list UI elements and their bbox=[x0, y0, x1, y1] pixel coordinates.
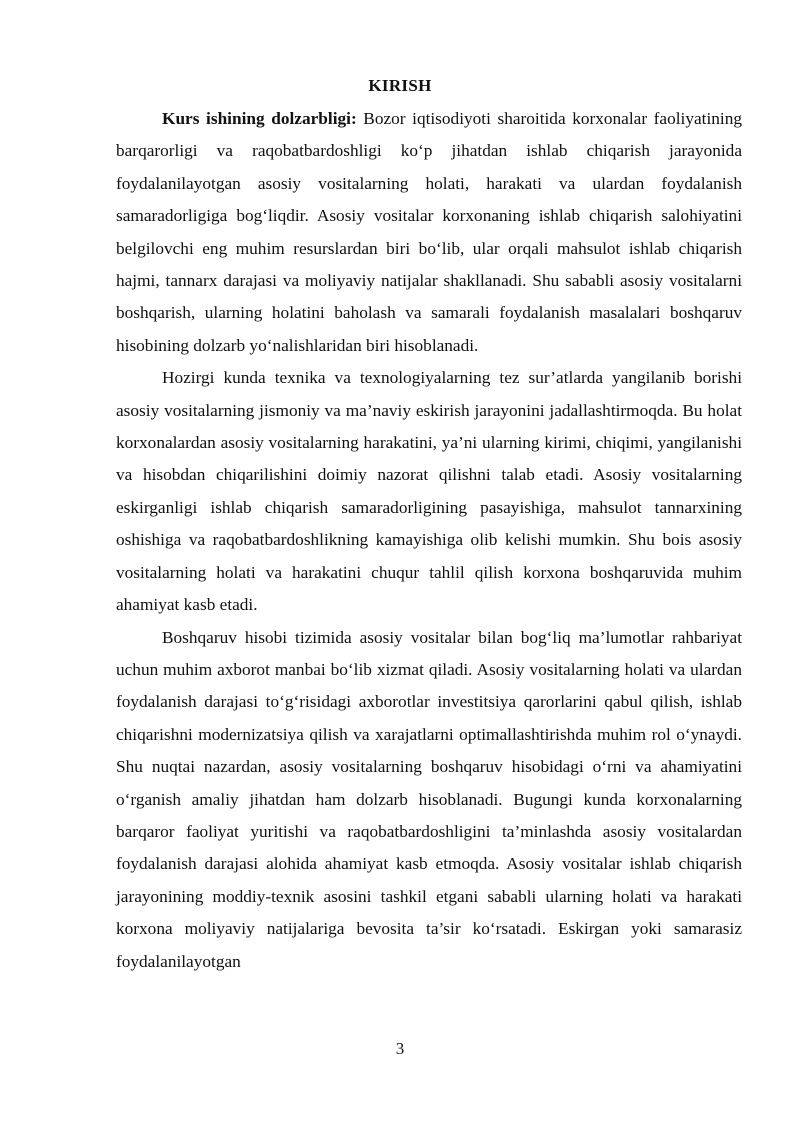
paragraph-2: Hozirgi kunda texnika va texnologiyalarning tez sur’atlarda yangilanib borishi asosiy vositalarning jismoniy va ma’naviy eskirish jarayonini jadallashtirmoqda. Bu holat korxonalardan asosiy vositalarning harakatini, ya’ni ularning kirimi, chiqimi, yangilanishi va hisobdan chiqarilishini doimiy nazorat qilishni talab etadi. Asosiy vositalarning eskirganligi ishlab chiqarish samaradorligining pasayishiga, mahsulot tannarxining oshishiga va raqobatbardoshlikning kamayishiga olib kelishi mumkin. Shu bois asosiy vositalarning holati va harakatini chuqur tahlil qilish korxona boshqaruvida muhim ahamiyat kasb etadi. bbox=[116, 368, 742, 615]
paragraph-1-text: Bozor iqtisodiyoti sharoitida korxonalar faoliyatining barqarorligi va raqobatbardoshligi ko‘p jihatdan ishlab chiqarish jarayonida foydalanilayotgan asosiy vositalarning holati, harakati va ulardan foydalanish samaradorligiga bog‘liqdir. Asosiy vositalar korxonaning ishlab chiqarish salohiyatini belgilovchi eng muhim resurslardan biri bo‘lib, ular orqali mahsulot ishlab chiqarish hajmi, tannarx darajasi va moliyaviy natijalar shakllanadi. Shu sababli asosiy vositalarni boshqarish, ularning holatini baholash va samarali foydalanish masalalari boshqaruv hisobining dolzarb yo‘nalishlaridan biri hisoblanadi. bbox=[116, 109, 742, 355]
paragraph-lead: Kurs ishining dolzarbligi: bbox=[162, 109, 357, 128]
paragraph-3: Boshqaruv hisobi tizimida asosiy vositalar bilan bog‘liq ma’lumotlar rahbariyat uchun muhim axborot manbai bo‘lib xizmat qiladi. Asosiy vositalarning holati va ulardan foydalanish darajasi to‘g‘risidagi axborotlar investitsiya qarorlarini qabul qilish, ishlab chiqarishni modernizatsiya qilish va xarajatlarni optimallashtirishda muhim rol o‘ynaydi. Shu nuqtai nazardan, asosiy vositalarning boshqaruv hisobidagi o‘rni va ahamiyatini o‘rganish amaliy jihatdan ham dolzarb hisoblanadi. Bugungi kunda korxonalarning barqaror faoliyat yuritishi va raqobatbardoshligini ta’minlashda asosiy vositalardan foydalanish darajasi alohida ahamiyat kasb etmoqda. Asosiy vositalar ishlab chiqarish jarayonining moddiy-texnik asosini tashkil etgani sababli ularning holati va harakati korxona moliyaviy natijalariga bevosita ta’sir ko‘rsatadi. Eskirgan yoki samarasiz foydalanilayotgan bbox=[116, 627, 742, 971]
page-title: KIRISH bbox=[368, 76, 432, 95]
body-text bbox=[116, 103, 742, 978]
paragraph-1 bbox=[116, 103, 742, 362]
page-number: 3 bbox=[395, 1039, 405, 1058]
